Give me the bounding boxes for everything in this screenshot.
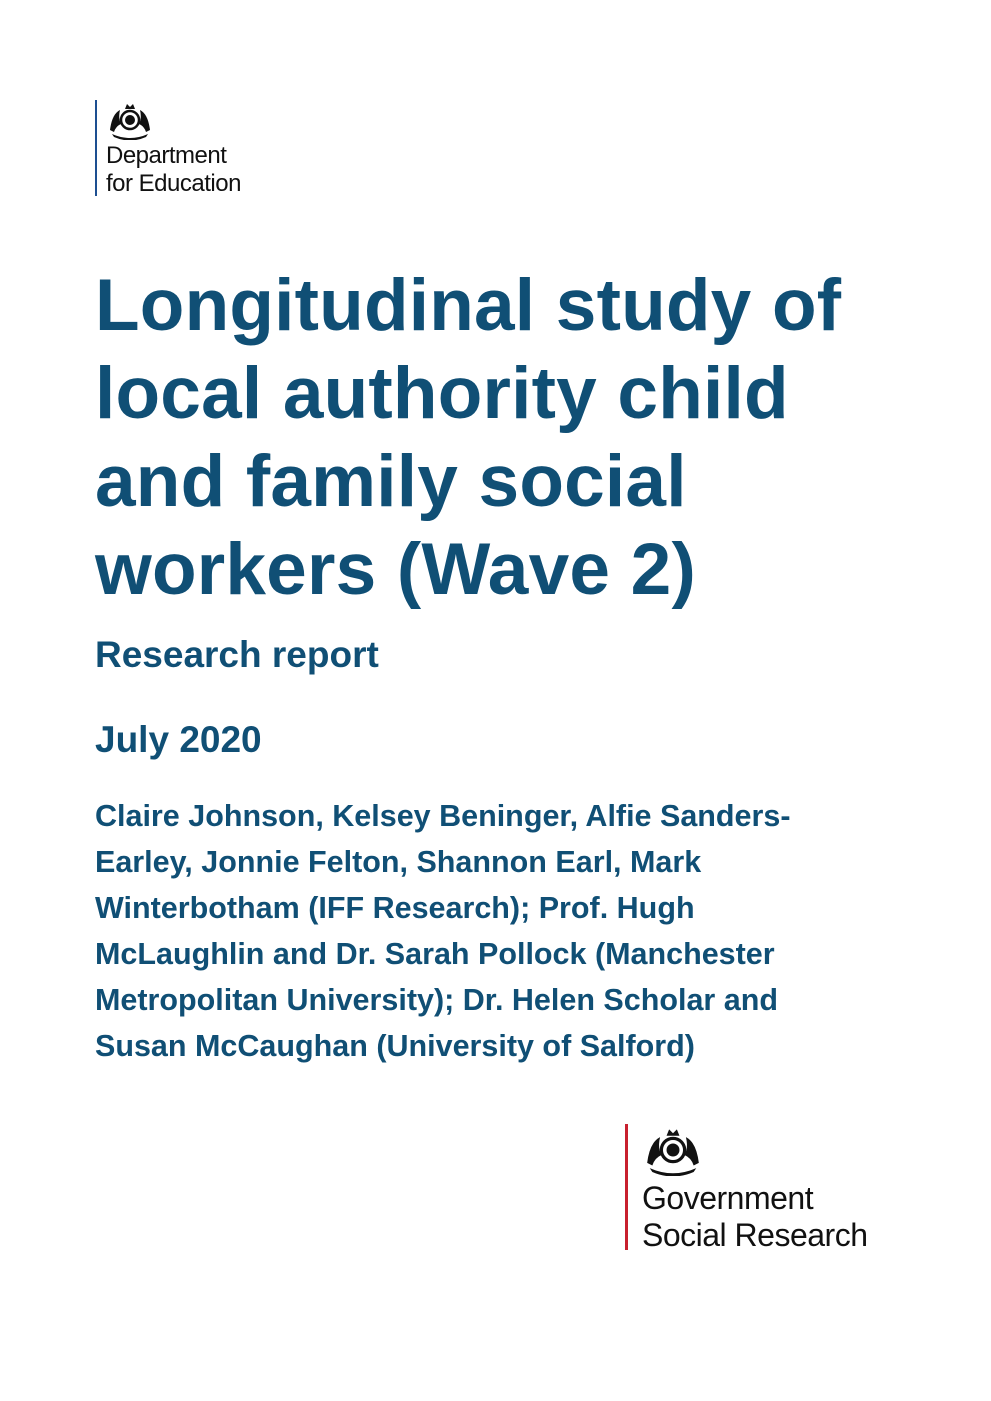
publication-date: July 2020 (95, 719, 262, 760)
authors-line: Claire Johnson, Kelsey Beninger, Alfie Sanders- (95, 799, 791, 833)
authors-line: McLaughlin and Dr. Sarah Pollock (Manchester (95, 937, 775, 971)
authors-line: Winterbotham (IFF Research); Prof. Hugh (95, 891, 695, 925)
gsr-logo-line1: Government (642, 1180, 814, 1216)
dfe-logo-line2: for Education (106, 170, 241, 197)
dfe-logo (95, 100, 241, 196)
royal-coat-of-arms-icon (106, 100, 154, 140)
dfe-logo-line1: Department (106, 142, 227, 169)
gsr-logo-line2: Social Research (642, 1217, 868, 1253)
authors-line: Metropolitan University); Dr. Helen Scholar and (95, 983, 778, 1017)
authors (95, 793, 895, 1069)
royal-coat-of-arms-icon (642, 1124, 704, 1176)
report-title (95, 262, 841, 614)
title-line: local authority child (95, 353, 789, 434)
title-line: Longitudinal study of (95, 265, 842, 346)
authors-line: Earley, Jonnie Felton, Shannon Earl, Mark (95, 845, 702, 879)
report-type: Research report (95, 634, 379, 675)
authors-line: Susan McCaughan (University of Salford) (95, 1029, 695, 1063)
title-line: workers (Wave 2) (95, 529, 696, 610)
title-line: and family social (95, 441, 687, 522)
gsr-logo (625, 1124, 868, 1253)
